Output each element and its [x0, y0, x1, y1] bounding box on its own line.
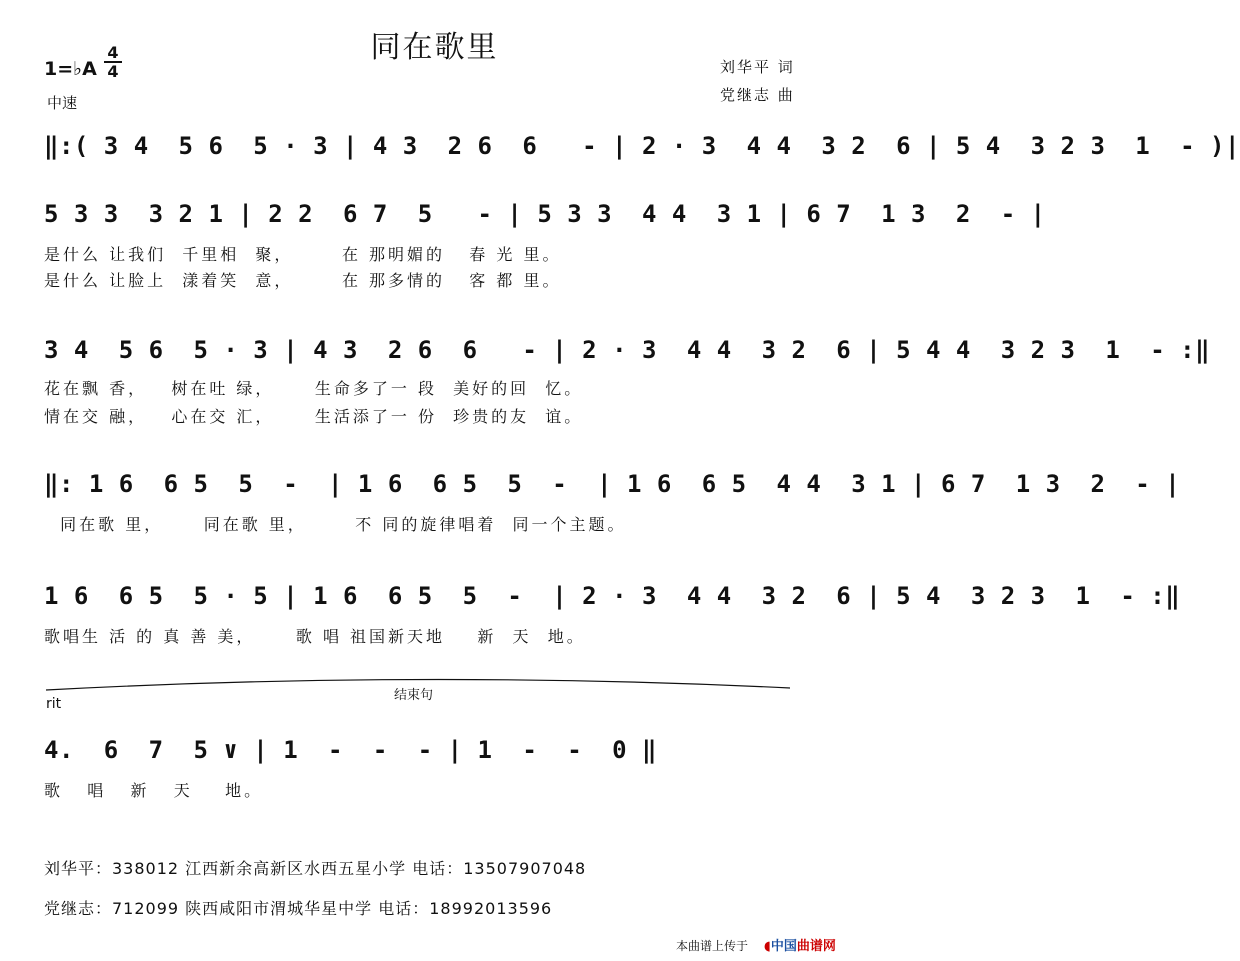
- ending-label: 结束句: [394, 688, 434, 703]
- lyricist-credit: 刘华平 词: [720, 58, 795, 76]
- time-signature: [104, 44, 122, 80]
- lyric-line: 是什么 让我们 千里相 聚， 在 那明媚的 春 光 里。: [44, 245, 562, 264]
- score-system-1: [44, 126, 1240, 166]
- lyric-line: 是什么 让脸上 漾着笑 意， 在 那多情的 客 都 里。: [44, 271, 562, 290]
- lyric-line: 同在歌 里， 同在歌 里， 不 同的旋律唱着 同一个主题。: [44, 515, 627, 534]
- rit-marking: rit: [46, 696, 62, 712]
- notes-line: 5 3 3 3 2 1 | 2 2 6 7 5 - | 5 3 3 4 4 3 1 | 6 7 1 3 2 - |: [44, 200, 1046, 228]
- notes-line: ‖:( 3 4 5 6 5 · 3 | 4 3 2 6 6 - | 2 · 3 4 4 3 2 6 | 5 4 3 2 3 1 - )|: [44, 132, 1240, 160]
- notes-line: ‖: 1 6 6 5 5 - | 1 6 6 5 5 - | 1 6 6 5 4 4 3 1 | 6 7 1 3 2 - |: [44, 470, 1181, 498]
- lyric-line: 歌唱生 活 的 真 善 美， 歌 唱 祖国新天地 新 天 地。: [44, 627, 586, 646]
- logo-mark-icon: ◖: [764, 939, 771, 954]
- lyric-line: 情在交 融， 心在交 汇， 生活添了一 份 珍贵的友 谊。: [44, 407, 584, 426]
- brand-main: 中国: [770, 939, 797, 954]
- brand-accent: 曲谱网: [796, 939, 836, 954]
- score-system-4: [44, 464, 1181, 504]
- lyricist-contact: 刘华平：338012 江西新余高新区水西五星小学 电话：13507907048: [44, 859, 587, 878]
- notes-line: 3 4 5 6 5 · 3 | 4 3 2 6 6 - | 2 · 3 4 4 3 2 6 | 5 4 4 3 2 3 1 - :‖: [44, 336, 1211, 364]
- composer-credit: 党继志 曲: [720, 86, 795, 104]
- time-bottom: 4: [107, 62, 119, 81]
- lyric-line: 歌 唱 新 天 地。: [44, 781, 264, 800]
- score-system-6: [44, 730, 834, 770]
- upload-note: 本曲谱上传于: [676, 939, 749, 953]
- score-system-3: [44, 330, 1211, 370]
- lyric-line: 花在飘 香， 树在吐 绿， 生命多了一 段 美好的回 忆。: [44, 379, 584, 398]
- tempo-marking: 中速: [47, 94, 78, 112]
- site-logo[interactable]: [764, 935, 836, 954]
- page-title: 同在歌里: [370, 30, 499, 65]
- score-system-2: [44, 194, 1046, 234]
- score-system-5: [44, 576, 1181, 616]
- composer-contact: 党继志：712099 陕西咸阳市渭城华星中学 电话：18992013596: [44, 899, 553, 918]
- notes-line: 1 6 6 5 5 · 5 | 1 6 6 5 5 - | 2 · 3 4 4 3 2 6 | 5 4 3 2 3 1 - :‖: [44, 582, 1181, 610]
- time-top: 4: [107, 43, 119, 62]
- notes-line: 4. 6 7 5 ∨ | 1 - - - | 1 - - 0 ‖: [44, 736, 657, 764]
- key-signature: 1=♭A: [44, 58, 97, 80]
